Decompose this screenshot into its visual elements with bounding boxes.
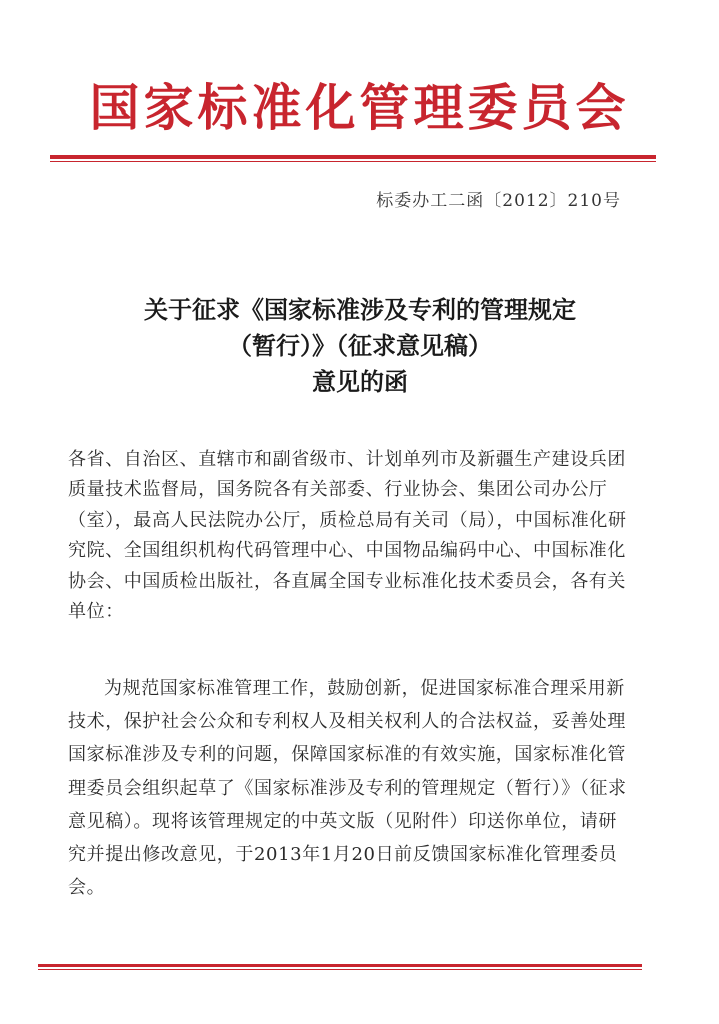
letterhead-org-name: 国家标准化管理委员会	[89, 78, 630, 137]
title-line-1: 关于征求《国家标准涉及专利的管理规定	[144, 295, 576, 324]
footer-rule-thin	[38, 969, 642, 970]
footer-rule	[38, 964, 642, 967]
body-paragraph: 为规范国家标准管理工作，鼓励创新，促进国家标准合理采用新技术，保护社会公众和专利权人及相关权利人的合法权益，妥善处理国家标准涉及专利的问题，保障国家标准的有效实施，国家标准化管理委员会组织起草了《国家标准涉及专利的管理规定（暂行）》（征求意见稿）。现将该管理规定的中英文版（见附件）印送你单位，请研究并提出修改意见，于2013年1月20日前反馈国家标准化管理委员会。	[68, 678, 627, 899]
letterhead-rule	[50, 155, 656, 159]
addressee-paragraph: 各省、自治区、直辖市和副省级市、计划单列市及新疆生产建设兵团质量技术监督局，国务院各有关部委、行业协会、集团公司办公厅（室），最高人民法院办公厅，质检总局有关司（局），中国标准化研究院、全国组织机构代码管理中心、中国物品编码中心、中国标准化协会、中国质检出版社，各直属全国专业标准化技术委员会，各有关单位：	[68, 449, 627, 623]
document-number: 标委办工二函〔2012〕210号	[376, 191, 621, 211]
title-line-2: （暂行）》（征求意见稿）	[228, 331, 492, 360]
document-title	[60, 292, 660, 400]
title-line-3: 意见的函	[312, 367, 408, 396]
letterhead-rule-thin	[50, 161, 656, 162]
